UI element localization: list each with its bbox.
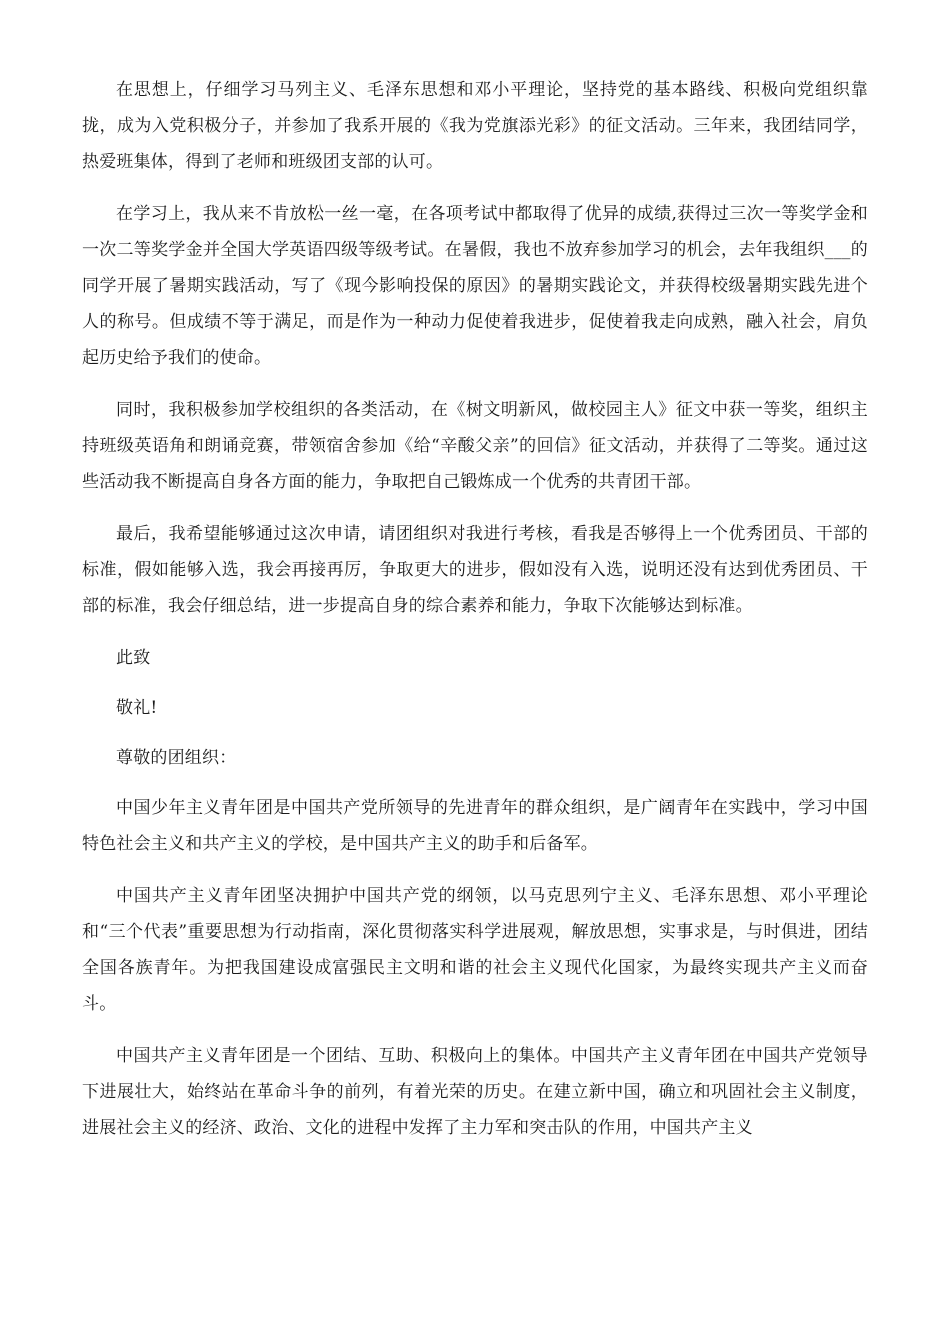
- closing-regards: 敬礼!: [116, 698, 158, 718]
- letter-greeting: 尊敬的团组织：: [116, 748, 237, 768]
- paragraph-study: 在学习上，我从来不肯放松一丝一毫，在各项考试中都取得了优异的成绩,获得过三次一等奖学金和一次二等奖学金并全国大学英语四级等级考试。在暑假，我也不放弃参加学习的机会，去年我组织___的同学开展了暑期实践活动，写了《现今影响投保的原因》的暑期实践论文，并获得校级暑期实践先进个人的称号。但成绩不等于满足，而是作为一种动力促使着我进步，促使着我走向成熟，融入社会，肩负起历史给予我们的使命。: [82, 204, 868, 368]
- paragraph-conclusion: 最后，我希望能够通过这次申请，请团组织对我进行考核，看我是否够得上一个优秀团员、干部的标准，假如能够入选，我会再接再厉，争取更大的进步，假如没有入选，说明还没有达到优秀团员、干部的标准，我会仔细总结，进一步提高自身的综合素养和能力，争取下次能够达到标准。: [82, 524, 868, 616]
- paragraph-activities: 同时，我积极参加学校组织的各类活动，在《树文明新风，做校园主人》征文中获一等奖，组织主持班级英语角和朗诵竞赛，带领宿舍参加《给“辛酸父亲”的回信》征文活动，并获得了二等奖。通过这些活动我不断提高自身各方面的能力，争取把自己锻炼成一个优秀的共青团干部。: [82, 400, 868, 492]
- paragraph-ideology: 在思想上，仔细学习马列主义、毛泽东思想和邓小平理论，坚持党的基本路线、积极向党组织靠拢，成为入党积极分子，并参加了我系开展的《我为党旗添光彩》的征文活动。三年来，我团结同学，热爱班集体，得到了老师和班级团支部的认可。: [82, 80, 868, 172]
- closing-salutation: 此致: [116, 648, 151, 668]
- paragraph-league-intro: 中国少年主义青年团是中国共产党所领导的先进青年的群众组织，是广阔青年在实践中，学习中国特色社会主义和共产主义的学校，是中国共产主义的助手和后备军。: [82, 798, 868, 854]
- paragraph-league-program: 中国共产主义青年团坚决拥护中国共产党的纲领，以马克思列宁主义、毛泽东思想、邓小平理论和“三个代表”重要思想为行动指南，深化贯彻落实科学进展观，解放思想，实事求是，与时俱进，团结全国各族青年。为把我国建设成富强民主文明和谐的社会主义现代化国家，为最终实现共产主义而奋斗。: [82, 886, 868, 1014]
- paragraph-league-history: 中国共产主义青年团是一个团结、互助、积极向上的集体。中国共产主义青年团在中国共产党领导下进展壮大，始终站在革命斗争的前列，有着光荣的历史。在建立新中国，确立和巩固社会主义制度，进展社会主义的经济、政治、文化的进程中发挥了主力军和突击队的作用，中国共产主义: [82, 1046, 868, 1138]
